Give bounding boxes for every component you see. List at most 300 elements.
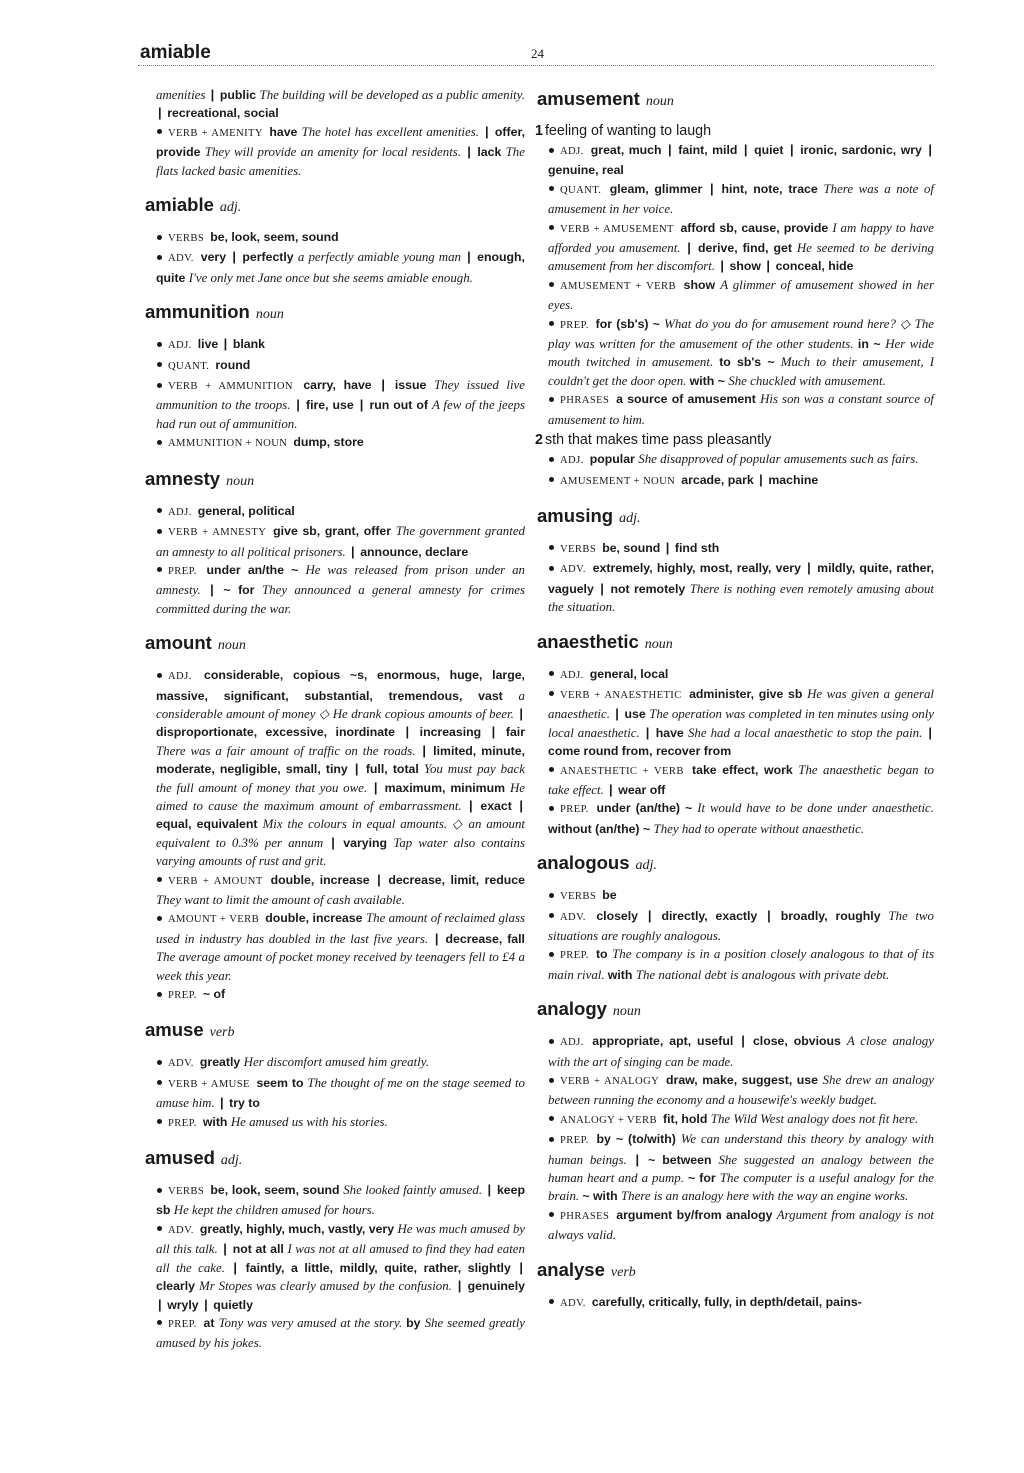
collocation-paragraph: [156, 666, 525, 870]
separator: |: [223, 336, 231, 352]
separator: |: [687, 240, 696, 256]
dictionary-entry: [145, 192, 525, 287]
separator: |: [331, 834, 342, 850]
bullet-icon: [549, 1039, 554, 1044]
entry-heading: [145, 299, 525, 328]
grammar-label: PREP.: [168, 990, 200, 1002]
collocation: issue: [394, 378, 435, 393]
collocation: broadly, roughly: [780, 908, 889, 923]
separator: |: [615, 706, 623, 722]
collocation: argument by/from analogy: [616, 1207, 777, 1222]
collocation: machine: [768, 472, 819, 487]
grammar-label: ADV.: [168, 1224, 197, 1236]
part-of-speech: noun: [217, 638, 246, 654]
sense-heading: [535, 431, 934, 450]
separator: |: [928, 142, 932, 157]
grammar-label: VERB + AMOUNT: [168, 875, 268, 887]
separator: |: [487, 1182, 495, 1198]
bullet-icon: [157, 567, 162, 572]
grammar-label: ANALOGY + VERB: [560, 1114, 660, 1126]
collocation: not at all: [232, 1242, 288, 1257]
collocation: general, political: [197, 503, 295, 518]
collocation: full, total: [365, 762, 424, 777]
bullet-icon: [549, 148, 554, 153]
bullet-icon: [157, 916, 162, 921]
separator: |: [381, 377, 393, 393]
collocation-paragraph: [156, 502, 525, 522]
entry-heading: [145, 1145, 525, 1174]
entry-heading: [537, 503, 934, 532]
separator: |: [210, 87, 218, 102]
separator: |: [647, 907, 660, 923]
collocation: come round from, recover from: [548, 744, 732, 759]
dictionary-entry: [145, 1145, 525, 1353]
right-column: [535, 86, 935, 1325]
bullet-icon: [157, 1060, 162, 1065]
bullet-icon: [157, 235, 162, 240]
collocation: genuinely: [467, 1279, 525, 1294]
collocation: disproportionate, excessive, inordinate: [156, 725, 404, 740]
collocation: perfectly: [242, 250, 298, 265]
bullet-icon: [549, 457, 554, 462]
headword: amusing: [537, 504, 614, 526]
example-text: The flats lacked basic amenities.: [156, 145, 525, 178]
collocation: a source of amusement: [616, 392, 761, 407]
example-text: The two situations are roughly analogous.: [548, 908, 934, 943]
example-text: They will provide an amenity for local residents.: [204, 145, 466, 160]
part-of-speech: adj.: [619, 510, 641, 526]
collocation: fire, use: [306, 398, 358, 413]
example-text: They had to operate without anaesthetic.: [653, 821, 865, 836]
collocation-paragraph: [548, 1293, 934, 1313]
grammar-label: ADV.: [560, 1297, 589, 1309]
part-of-speech: noun: [226, 473, 255, 489]
collocation-paragraph: [156, 1314, 525, 1353]
headword: amuse: [145, 1019, 204, 1041]
collocation: be, look, seem, sound: [210, 230, 339, 245]
headword: amnesty: [145, 467, 221, 489]
dictionary-entry: [537, 629, 935, 839]
collocation: extremely, highly, most, really, very: [592, 561, 806, 576]
example-text: The company is in a position closely analogous to that of its main rival.: [548, 947, 934, 982]
collocation-paragraph: [548, 1110, 934, 1130]
dictionary-entry: [156, 86, 525, 180]
header-dotted-rule: [138, 65, 934, 66]
grammar-label: VERB + AMUSE: [168, 1078, 254, 1090]
collocation: run out of: [369, 398, 432, 413]
example-text: He aimed to cause the maximum amount of embarrassment.: [156, 780, 525, 813]
separator: |: [766, 258, 774, 274]
grammar-label: VERB + AMENITY: [168, 127, 267, 139]
example-text: She looked faintly amused.: [343, 1183, 486, 1198]
collocation: decrease, fall: [445, 931, 525, 946]
grammar-label: ADJ.: [560, 1037, 590, 1049]
dictionary-entry: [145, 630, 526, 1005]
collocation-paragraph: [548, 219, 934, 276]
bullet-icon: [157, 129, 162, 134]
collocation: give sb, grant, offer: [273, 524, 396, 539]
grammar-label: ADJ.: [560, 669, 587, 681]
separator: |: [484, 123, 493, 139]
separator: |: [204, 1296, 212, 1312]
grammar-label: ADV.: [168, 253, 198, 265]
collocation-paragraph: [548, 276, 934, 315]
bullet-icon: [157, 362, 162, 367]
bullet-icon: [549, 767, 554, 772]
grammar-label: VERB + AMUSEMENT: [560, 223, 678, 235]
collocation: by: [406, 1315, 425, 1330]
separator: |: [467, 144, 476, 160]
collocation: seem to: [256, 1075, 308, 1090]
separator: |: [232, 249, 241, 265]
collocation-paragraph: [156, 123, 525, 180]
bullet-icon: [549, 397, 554, 402]
grammar-label: VERB + AMMUNITION: [168, 381, 301, 393]
collocation-paragraph: [156, 871, 525, 910]
grammar-label: PREP.: [560, 319, 593, 331]
bullet-icon: [549, 321, 554, 326]
separator: |: [710, 180, 720, 196]
example-text: The hotel has excellent amenities.: [301, 124, 483, 139]
example-text: He was given a general anaesthetic.: [548, 686, 934, 722]
collocation: show: [683, 277, 721, 292]
entry-heading: [537, 996, 934, 1025]
bullet-icon: [549, 1137, 554, 1142]
separator: |: [491, 724, 504, 740]
example-text: Tap water also contains varying amounts of rust and grit.: [156, 835, 525, 869]
collocation: at: [203, 1315, 219, 1330]
collocation: genuine, real: [548, 163, 624, 178]
grammar-label: VERB + ANALOGY: [560, 1076, 664, 1088]
example-text: A few of the jeeps had run out of ammunition.: [156, 398, 525, 431]
example-text: There is nothing even remotely amusing about the situation.: [548, 581, 934, 615]
collocation-paragraph: [156, 335, 525, 355]
sense-definition: sth that makes time pass pleasantly: [544, 432, 772, 449]
dictionary-entry: [145, 299, 525, 453]
collocation-paragraph: [156, 522, 525, 561]
collocation: public: [219, 88, 260, 102]
collocation: be, sound: [602, 540, 664, 555]
headword: amusement: [537, 88, 640, 109]
entry-heading: [145, 1017, 525, 1046]
entry-heading: [145, 466, 525, 495]
example-text: Argument from analogy is not always valid.: [548, 1207, 934, 1243]
collocation: great, much: [590, 143, 666, 157]
separator: |: [373, 779, 383, 795]
example-text: He kept the children amused for hours.: [173, 1203, 375, 1218]
collocation: for (sb's) ~: [595, 316, 665, 331]
collocation: arcade, park: [681, 472, 758, 487]
collocation: to: [595, 947, 613, 962]
grammar-label: VERBS: [168, 1186, 208, 1198]
bullet-icon: [549, 186, 554, 191]
example-text: The computer is a useful analogy for the brain.: [548, 1171, 934, 1204]
collocation: not remotely: [610, 581, 690, 596]
separator: |: [422, 742, 432, 758]
grammar-label: PREP.: [168, 1117, 200, 1129]
collocation-paragraph: [156, 1074, 525, 1113]
separator: |: [377, 871, 387, 887]
collocation: without (an/the) ~: [548, 821, 654, 836]
example-text: They issued live ammunition to the troops.: [156, 378, 525, 413]
separator: |: [741, 1033, 751, 1049]
collocation: use: [624, 707, 650, 722]
separator: |: [789, 142, 799, 157]
sense-number: 1: [535, 123, 543, 139]
collocation: announce, declare: [360, 544, 469, 559]
dictionary-entry: [537, 850, 934, 984]
entry-heading: [145, 630, 525, 659]
bullet-icon: [549, 913, 554, 918]
headword: amount: [145, 632, 212, 654]
grammar-label: PREP.: [168, 565, 204, 577]
collocation: recreational, social: [167, 106, 279, 121]
example-text: a perfectly amiable young man: [297, 250, 466, 265]
example-text: She suggested an analogy between the human heart and a pump.: [548, 1152, 934, 1186]
example-text: There is an analogy here with the way an engine works.: [621, 1189, 909, 1204]
bullet-icon: [157, 992, 162, 997]
collocation: by ~ (to/with): [596, 1132, 681, 1147]
collocation-paragraph: [548, 1130, 934, 1206]
bullet-icon: [549, 952, 554, 957]
collocation: be, look, seem, sound: [210, 1183, 344, 1198]
headword: amused: [145, 1147, 215, 1169]
collocation-paragraph: [548, 945, 934, 984]
collocation-paragraph: [548, 390, 934, 429]
collocation: faint, mild: [678, 143, 742, 157]
example-text: He seemed to be deriving amusement from her discomfort.: [548, 241, 934, 274]
collocation: wryly: [167, 1297, 203, 1312]
collocation: administer, give sb: [689, 686, 808, 701]
grammar-label: ANAESTHETIC + VERB: [560, 765, 690, 777]
grammar-label: ADV.: [560, 564, 590, 576]
bullet-icon: [157, 383, 162, 388]
collocation: ~ of: [202, 987, 226, 1002]
example-text: Tony was very amused at the story.: [218, 1315, 407, 1330]
dictionary-entry: [145, 466, 526, 618]
separator: |: [359, 397, 368, 413]
collocation: increasing: [419, 725, 490, 740]
page-number: 24: [531, 46, 544, 61]
collocation-paragraph: [548, 450, 934, 470]
collocation: conceal, hide: [775, 259, 854, 274]
grammar-label: PREP.: [560, 950, 593, 962]
separator: |: [635, 1151, 647, 1167]
collocation-paragraph: [156, 1113, 525, 1133]
grammar-label: VERB + AMNESTY: [168, 527, 271, 539]
headword: ammunition: [145, 301, 250, 323]
part-of-speech: verb: [610, 1264, 636, 1280]
collocation-paragraph: [156, 356, 525, 376]
part-of-speech: noun: [644, 636, 673, 652]
collocation: round: [215, 357, 251, 372]
example-text: What do you do for amusement round here? ◇ The play was written for the amusement of the other students.: [548, 316, 934, 352]
collocation: appropriate, apt, useful: [592, 1034, 740, 1049]
collocation: hint, note, trace: [721, 181, 824, 196]
collocation: wear off: [618, 782, 666, 797]
separator: |: [405, 724, 418, 740]
example-text: The Wild West analogy does not fit here.: [710, 1111, 919, 1126]
example-text: Mix the colours in equal amounts. ◇ an amount equivalent to 0.3% per annum: [156, 817, 526, 850]
collocation-paragraph: [548, 1071, 934, 1110]
collocation: fit, hold: [662, 1111, 711, 1126]
sense-definition: feeling of wanting to laugh: [544, 123, 712, 139]
collocation: limited, minute, moderate, negligible, small, tiny: [156, 743, 525, 777]
grammar-label: ADV.: [168, 1058, 197, 1070]
separator: |: [807, 560, 816, 576]
example-text: It would have to be done under anaesthetic.: [697, 801, 934, 816]
collocation-paragraph: [548, 1206, 934, 1245]
dictionary-entry: [537, 1257, 934, 1313]
collocation-paragraph: [156, 909, 525, 985]
grammar-label: AMOUNT + VERB: [168, 914, 263, 926]
grammar-label: PREP.: [560, 804, 594, 816]
grammar-label: VERBS: [168, 233, 208, 245]
collocation-paragraph: [548, 559, 934, 616]
example-text: You must pay back the full amount of money that you owe.: [156, 762, 525, 795]
collocation-paragraph: [156, 376, 525, 433]
example-text: amenities: [156, 88, 209, 102]
example-text: She had a local anaesthetic to stop the pain.: [687, 725, 927, 740]
collocation: show: [729, 259, 765, 274]
collocation: afford sb, cause, provide: [680, 220, 833, 235]
example-text: We can understand this theory by analogy with human beings.: [548, 1132, 934, 1167]
bullet-icon: [157, 1188, 162, 1193]
example-text: He was released from prison under an amnesty.: [156, 562, 526, 598]
bullet-icon: [157, 255, 162, 260]
separator: |: [469, 797, 479, 813]
collocation: enough, quite: [156, 250, 525, 285]
example-text: The building will be developed as a public amenity.: [259, 88, 525, 102]
collocation: under (an/the) ~: [596, 801, 698, 816]
bullet-icon: [549, 1078, 554, 1083]
grammar-label: PREP.: [168, 1318, 201, 1330]
separator: |: [457, 1278, 466, 1294]
collocation-paragraph: [548, 471, 934, 491]
collocation-paragraph: [548, 315, 934, 391]
example-text: The government granted an amnesty to all political prisoners.: [156, 524, 525, 559]
separator: |: [223, 1241, 231, 1257]
collocation: with: [607, 967, 636, 982]
collocation: keep sb: [156, 1183, 525, 1218]
part-of-speech: adj.: [220, 1153, 243, 1169]
collocation: general, local: [589, 666, 669, 681]
separator: |: [720, 258, 728, 274]
bullet-icon: [157, 529, 162, 534]
example-text: The average amount of pocket money received by teenagers fell to £4 a week this year.: [156, 950, 525, 983]
separator: |: [519, 797, 523, 813]
bullet-icon: [549, 545, 554, 550]
example-text: I've only met Jane once but she seems amiable enough.: [188, 270, 473, 285]
part-of-speech: noun: [255, 307, 284, 323]
collocation-paragraph: [548, 886, 934, 906]
example-text: She drew an analogy between running the economy and a housewife's weekly budget.: [548, 1073, 934, 1108]
collocation-paragraph: [548, 539, 934, 559]
separator: |: [354, 761, 364, 777]
part-of-speech: noun: [645, 94, 674, 109]
grammar-label: ADJ.: [168, 506, 195, 518]
collocation: blank: [232, 337, 265, 352]
separator: |: [158, 105, 166, 121]
entry-heading: [537, 850, 934, 879]
separator: |: [467, 249, 476, 265]
collocation: draw, make, suggest, use: [666, 1073, 823, 1088]
collocation: fair: [505, 725, 525, 740]
collocation: gleam, glimmer: [609, 181, 708, 196]
example-text: The amount of reclaimed glass used in industry has doubled in the last five years.: [156, 911, 525, 946]
collocation-paragraph: [156, 228, 525, 248]
collocation: greatly: [199, 1055, 244, 1070]
example-text: They want to limit the amount of cash available.: [156, 893, 405, 907]
grammar-label: VERBS: [560, 543, 600, 555]
collocation: carefully, critically, fully, in depth/detail, pains-: [591, 1294, 862, 1309]
collocation: maximum, minimum: [384, 780, 510, 795]
bullet-icon: [157, 673, 162, 678]
example-text: A close analogy with the art of singing can be made.: [548, 1034, 934, 1069]
separator: |: [434, 930, 444, 946]
example-text: He amused us with his stories.: [230, 1114, 388, 1129]
separator: |: [296, 397, 304, 413]
separator: |: [743, 142, 753, 157]
bullet-icon: [549, 566, 554, 571]
dictionary-entry: [145, 1017, 525, 1133]
separator: |: [928, 724, 932, 740]
separator: |: [668, 142, 677, 157]
dictionary-entry: [537, 996, 934, 1244]
collocation: offer, provide: [156, 124, 525, 160]
collocation: quiet: [754, 143, 788, 157]
collocation: to sb's ~: [719, 355, 781, 370]
part-of-speech: noun: [612, 1004, 641, 1020]
bullet-icon: [157, 877, 162, 882]
grammar-label: AMUSEMENT + VERB: [560, 280, 681, 292]
collocation: clearly: [156, 1279, 200, 1294]
part-of-speech: adj.: [219, 200, 242, 216]
bullet-icon: [157, 1119, 162, 1124]
example-text: Her discomfort amused him greatly.: [243, 1055, 429, 1070]
example-text: A glimmer of amusement showed in her eyes.: [548, 277, 934, 313]
separator: |: [158, 1296, 166, 1312]
bullet-icon: [549, 806, 554, 811]
collocation: with ~: [689, 373, 729, 388]
collocation-paragraph: [548, 665, 934, 685]
collocation: derive, find, get: [698, 241, 797, 256]
collocation-paragraph: [156, 985, 525, 1005]
separator: |: [210, 582, 222, 598]
headword: amiable: [145, 194, 214, 216]
collocation: double, increase: [265, 911, 366, 926]
entry-heading: [537, 86, 934, 115]
example-text: She chuckled with amusement.: [728, 373, 886, 388]
collocation-paragraph: [548, 1032, 934, 1071]
example-text: The anaesthetic began to take effect.: [548, 762, 934, 797]
collocation: decrease, limit, reduce: [388, 872, 525, 887]
collocation: closely: [596, 908, 646, 923]
grammar-label: ADJ.: [560, 455, 587, 467]
collocation-paragraph: [548, 761, 934, 800]
running-head-word: amiable: [140, 42, 211, 63]
separator: |: [519, 705, 523, 721]
collocation-paragraph: [548, 685, 934, 761]
entry-heading: [537, 629, 934, 658]
collocation-paragraph: [548, 799, 934, 838]
collocation-paragraph: [548, 141, 934, 180]
example-text: a considerable amount of money ◇ He drank copious amounts of beer.: [156, 688, 525, 721]
collocation: mildly, quite, rather, vaguely: [548, 561, 934, 596]
bullet-icon: [157, 1226, 162, 1231]
grammar-label: PREP.: [560, 1135, 594, 1147]
collocation: in ~: [857, 337, 886, 352]
